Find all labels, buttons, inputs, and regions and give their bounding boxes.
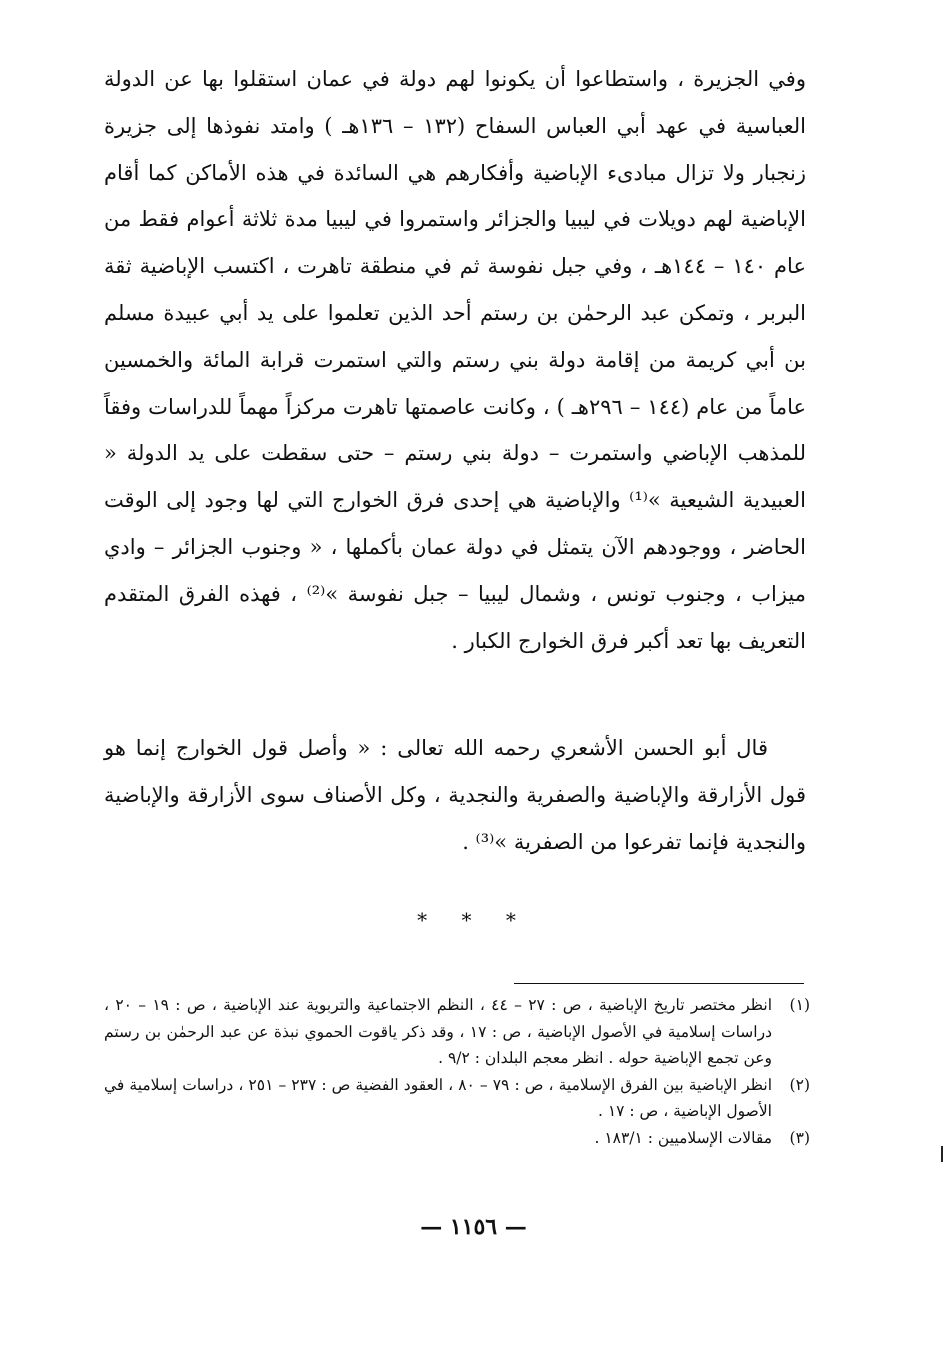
footnote-3	[104, 1125, 810, 1152]
footnote-number: (١)	[789, 996, 810, 1014]
body-paragraph-2: قال أبو الحسن الأشعري رحمه الله تعالى : « وأصل قول الخوارج إنما هو قول الأزارقة والإباضية والصفرية والنجدية ، وكل الأصناف سوى الأزارقة والإباضية والنجدية فإنما تفرعوا من الصفرية »⁽³⁾ .	[104, 736, 806, 854]
section-separator: * * *	[417, 908, 530, 932]
footnote-number: (٣)	[789, 1128, 810, 1147]
body-paragraph-1: وفي الجزيرة ، واستطاعوا أن يكونوا لهم دولة في عمان استقلوا بها عن الدولة العباسية في عهد أبي العباس السفاح (١٣٢ – ١٣٦هـ ) وامتد نفوذها إلى جزيرة زنجبار ولا تزال مبادىء الإباضية وأفكارهم هي السائدة في هذه الأماكن كما أقام الإباضية لهم دويلات في ليبيا والجزائر واستمروا في ليبيا مدة ثلاثة أعوام فقط من عام ١٤٠ – ١٤٤هـ ، وفي جبل نفوسة ثم في منطقة تاهرت ، اكتسب الإباضية ثقة البربر ، وتمكن عبد الرحمٰن بن رستم أحد الذين تعلموا على يد أبي عبيدة مسلم بن أبي كريمة من إقامة دولة بني رستم والتي استمرت قرابة المائة والخمسين عاماً من عام (١٤٤ – ٢٩٦هـ ) ، وكانت عاصمتها تاهرت مركزاً مهماً للدراسات وفقاً للمذهب الإباضي واستمرت – دولة بني رستم – حتى سقطت على يد الدولة « العبيدية الشيعية »⁽¹⁾ والإباضية هي إحدى فرق الخوارج التي لها وجود إلى الوقت الحاضر ، ووجودهم الآن يتمثل في دولة عمان بأكملها ، « وجنوب الجزائر – وادي ميزاب ، وجنوب تونس ، وشمال ليبيا – جبل نفوسة »⁽²⁾ ، فهذه الفرق المتقدم التعريف بها تعد أكبر فرق الخوارج الكبار .	[104, 67, 806, 653]
footnote-number: (٢)	[789, 1075, 810, 1094]
footnote-text: مقالات الإسلاميين : ١٨٣/١ .	[594, 1128, 772, 1147]
footnote-1	[104, 992, 810, 1072]
footnote-2	[104, 1072, 810, 1125]
footnote-text: انظر مختصر تاريخ الإباضية ، ص : ٢٧ – ٤٤ ، النظم الاجتماعية والتربوية عند الإباضية ، ص : ١٩ – ٢٠ ، دراسات إسلامية في الأصول الإباضية ، ص : ١٧ ، وقد ذكر ياقوت الحموي نبذة عن عبد الرحمٰن بن رستم وعن تجمع الإباضية حوله . انظر معجم البلدان : ٩/٢ .	[104, 996, 773, 1067]
footnotes	[104, 992, 810, 1151]
footnote-text: انظر الإباضية بين الفرق الإسلامية ، ص : ٧٩ – ٨٠ ، العقود الفضية ص : ٢٣٧ – ٢٥١ ، دراسات إسلامية في الأصول الإباضية ، ص : ١٧ .	[104, 1075, 772, 1120]
page-number: — ١١٥٦ —	[420, 1214, 527, 1240]
scan-edge-mark	[941, 1146, 943, 1162]
footnote-divider	[514, 983, 804, 984]
